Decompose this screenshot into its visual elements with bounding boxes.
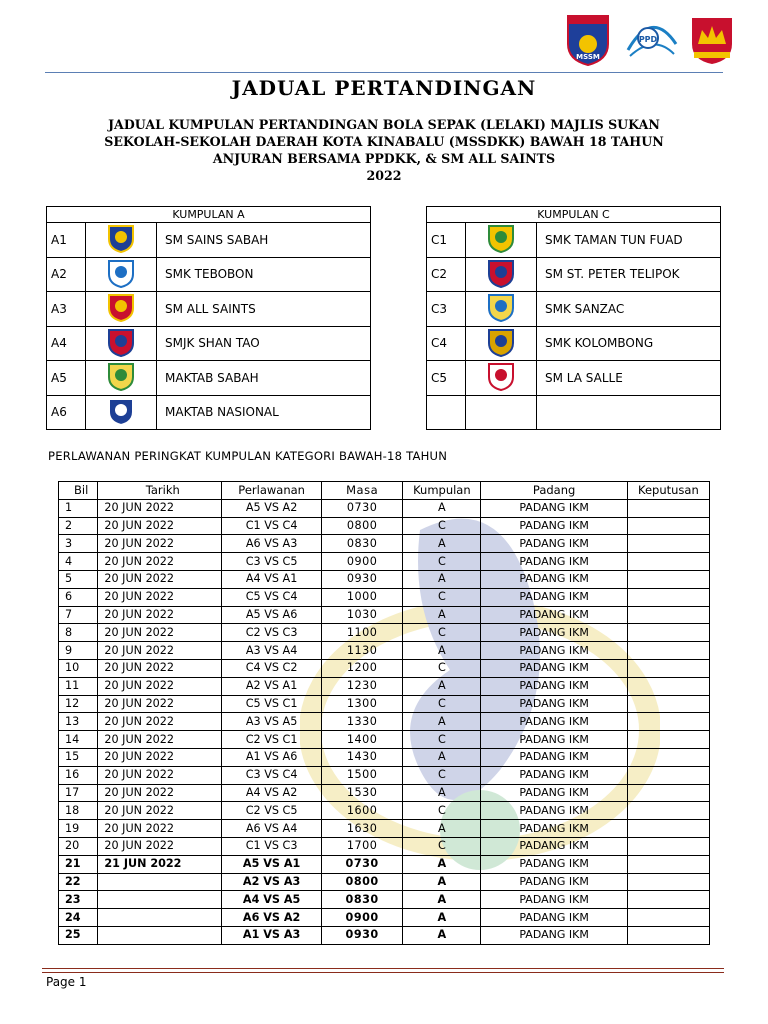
fixture-result: [627, 642, 709, 660]
fixture-time: 0900: [322, 909, 403, 927]
fixture-bil: 2: [59, 517, 98, 535]
team-code: C4: [427, 326, 466, 361]
team-code: C3: [427, 292, 466, 327]
group-row: [47, 292, 371, 327]
fixture-field: PADANG IKM: [481, 535, 627, 553]
fixture-match: C4 VS C2: [222, 659, 322, 677]
fixture-bil: 1: [59, 499, 98, 517]
fixture-match: C5 VS C1: [222, 695, 322, 713]
table-row: [59, 553, 710, 571]
subtitle-line: JADUAL KUMPULAN PERTANDINGAN BOLA SEPAK (LELAKI) MAJLIS SUKAN: [108, 117, 660, 132]
group-a-table: [46, 206, 371, 430]
team-code: A5: [47, 361, 86, 396]
fixture-match: C2 VS C1: [222, 731, 322, 749]
table-row: [59, 677, 710, 695]
table-row: [59, 588, 710, 606]
fixture-date: 20 JUN 2022: [98, 802, 222, 820]
table-row: [59, 855, 710, 873]
fixture-time: 1700: [322, 837, 403, 855]
fixture-group: A: [403, 570, 481, 588]
fixture-time: 0730: [322, 499, 403, 517]
fixture-group: A: [403, 855, 481, 873]
group-row: [427, 326, 721, 361]
table-row: [59, 713, 710, 731]
fixture-bil: 15: [59, 748, 98, 766]
fixture-group: C: [403, 588, 481, 606]
fixture-time: 0730: [322, 855, 403, 873]
sm-sains-sabah-crest: [106, 223, 136, 253]
group-c-table: [426, 206, 721, 430]
fixture-time: 0930: [322, 926, 403, 944]
fixture-result: [627, 855, 709, 873]
fixture-bil: 20: [59, 837, 98, 855]
fixture-bil: 13: [59, 713, 98, 731]
fixture-date: 20 JUN 2022: [98, 820, 222, 838]
fixture-field: PADANG IKM: [481, 766, 627, 784]
team-name: MAKTAB NASIONAL: [157, 395, 371, 430]
fixture-field: PADANG IKM: [481, 909, 627, 927]
fixture-date: 20 JUN 2022: [98, 517, 222, 535]
smk-taman-tun-fuad-crest: [486, 223, 516, 253]
fixture-match: C1 VS C4: [222, 517, 322, 535]
table-row: [59, 784, 710, 802]
sm-st-peter-telipok-crest: [486, 258, 516, 288]
fixture-time: 1400: [322, 731, 403, 749]
fixture-time: 1300: [322, 695, 403, 713]
table-row: [59, 606, 710, 624]
fixture-field: PADANG IKM: [481, 517, 627, 535]
fixture-match: A5 VS A6: [222, 606, 322, 624]
team-crest: [86, 395, 157, 430]
table-row: [59, 642, 710, 660]
fixture-bil: 24: [59, 909, 98, 927]
sm-la-salle-crest: [486, 361, 516, 391]
maktab-sabah-crest: [106, 361, 136, 391]
team-crest: [466, 361, 537, 396]
fixture-date: 20 JUN 2022: [98, 784, 222, 802]
team-code: C1: [427, 223, 466, 258]
svg-text:MSSM: MSSM: [576, 53, 600, 61]
team-crest: [86, 326, 157, 361]
fixture-result: [627, 588, 709, 606]
group-row: [427, 361, 721, 396]
fixture-result: [627, 731, 709, 749]
group-row: [47, 395, 371, 430]
table-row: [59, 570, 710, 588]
fixture-field: PADANG IKM: [481, 642, 627, 660]
fixture-group: C: [403, 695, 481, 713]
table-row: [59, 766, 710, 784]
fixture-group: A: [403, 606, 481, 624]
fixture-date: 20 JUN 2022: [98, 677, 222, 695]
fixture-date: [98, 873, 222, 891]
col-header-tarikh: Tarikh: [98, 482, 222, 500]
fixture-group: A: [403, 677, 481, 695]
fixture-result: [627, 570, 709, 588]
fixture-bil: 21: [59, 855, 98, 873]
fixture-group: C: [403, 553, 481, 571]
fixture-date: 20 JUN 2022: [98, 766, 222, 784]
fixture-result: [627, 766, 709, 784]
ppd-logo: [624, 14, 680, 68]
fixture-group: A: [403, 499, 481, 517]
fixture-date: 20 JUN 2022: [98, 606, 222, 624]
team-name: SM ALL SAINTS: [157, 292, 371, 327]
fixture-field: PADANG IKM: [481, 695, 627, 713]
group-row: [47, 326, 371, 361]
fixture-bil: 18: [59, 802, 98, 820]
team-crest: [86, 223, 157, 258]
group-row: [427, 223, 721, 258]
fixture-group: A: [403, 873, 481, 891]
fixture-date: [98, 891, 222, 909]
fixture-time: 0830: [322, 891, 403, 909]
fixture-bil: 23: [59, 891, 98, 909]
fixture-match: A4 VS A5: [222, 891, 322, 909]
team-crest: [86, 257, 157, 292]
table-row: [59, 891, 710, 909]
fixture-match: C2 VS C5: [222, 802, 322, 820]
fixture-date: 20 JUN 2022: [98, 659, 222, 677]
col-header-kumpulan: Kumpulan: [403, 482, 481, 500]
fixture-date: [98, 926, 222, 944]
team-code: A4: [47, 326, 86, 361]
subtitle-line: ANJURAN BERSAMA PPDKK, & SM ALL SAINTS: [212, 151, 556, 166]
fixture-group: C: [403, 837, 481, 855]
sm-all-saints-logo: [688, 14, 736, 66]
fixture-field: PADANG IKM: [481, 677, 627, 695]
fixture-date: 20 JUN 2022: [98, 570, 222, 588]
table-row: [59, 695, 710, 713]
fixture-field: PADANG IKM: [481, 837, 627, 855]
fixture-group: A: [403, 784, 481, 802]
fixture-result: [627, 926, 709, 944]
team-name: SMK SANZAC: [537, 292, 721, 327]
fixture-match: A4 VS A1: [222, 570, 322, 588]
fixture-time: 1430: [322, 748, 403, 766]
table-row: [59, 624, 710, 642]
team-name: SMK TAMAN TUN FUAD: [537, 223, 721, 258]
fixture-date: 20 JUN 2022: [98, 535, 222, 553]
fixture-group: C: [403, 766, 481, 784]
fixture-time: 0930: [322, 570, 403, 588]
team-name: [537, 395, 721, 430]
fixture-field: PADANG IKM: [481, 588, 627, 606]
table-row: [59, 499, 710, 517]
smk-kolombong-crest: [486, 327, 516, 357]
smjk-shan-tao-crest: [106, 327, 136, 357]
fixture-bil: 25: [59, 926, 98, 944]
fixture-bil: 7: [59, 606, 98, 624]
fixture-field: PADANG IKM: [481, 784, 627, 802]
fixture-match: A2 VS A1: [222, 677, 322, 695]
page-number: Page 1: [46, 975, 87, 989]
team-name: SMK KOLOMBONG: [537, 326, 721, 361]
fixture-bil: 4: [59, 553, 98, 571]
fixture-result: [627, 695, 709, 713]
fixture-match: C1 VS C3: [222, 837, 322, 855]
fixture-bil: 12: [59, 695, 98, 713]
fixture-result: [627, 517, 709, 535]
team-name: SM ST. PETER TELIPOK: [537, 257, 721, 292]
fixture-date: 20 JUN 2022: [98, 731, 222, 749]
team-name: SMK TEBOBON: [157, 257, 371, 292]
subtitle-line: 2022: [366, 168, 402, 183]
maktab-nasional-crest: [106, 396, 136, 426]
table-row: [59, 837, 710, 855]
team-crest: [86, 361, 157, 396]
fixture-match: A6 VS A3: [222, 535, 322, 553]
fixture-result: [627, 624, 709, 642]
col-header-masa: Masa: [322, 482, 403, 500]
fixture-field: PADANG IKM: [481, 713, 627, 731]
fixture-group: A: [403, 909, 481, 927]
fixture-bil: 3: [59, 535, 98, 553]
fixture-time: 1030: [322, 606, 403, 624]
sm-all-saints-crest: [106, 292, 136, 322]
fixture-result: [627, 820, 709, 838]
fixture-time: 1230: [322, 677, 403, 695]
team-name: SMJK SHAN TAO: [157, 326, 371, 361]
fixture-match: C3 VS C5: [222, 553, 322, 571]
team-code: [427, 395, 466, 430]
fixture-group: A: [403, 748, 481, 766]
fixture-group: C: [403, 731, 481, 749]
fixture-match: C3 VS C4: [222, 766, 322, 784]
team-crest: [86, 292, 157, 327]
table-row: [59, 820, 710, 838]
fixture-group: C: [403, 659, 481, 677]
fixture-time: 0800: [322, 873, 403, 891]
fixture-result: [627, 891, 709, 909]
subtitle: [0, 116, 768, 184]
section-title: PERLAWANAN PERINGKAT KUMPULAN KATEGORI BAWAH-18 TAHUN: [48, 449, 448, 463]
fixture-result: [627, 553, 709, 571]
fixture-date: [98, 909, 222, 927]
table-row: [59, 659, 710, 677]
team-crest: [466, 395, 537, 430]
fixture-bil: 16: [59, 766, 98, 784]
fixture-bil: 14: [59, 731, 98, 749]
fixture-date: 20 JUN 2022: [98, 588, 222, 606]
fixture-result: [627, 713, 709, 731]
table-row: [59, 926, 710, 944]
fixture-field: PADANG IKM: [481, 553, 627, 571]
fixture-result: [627, 784, 709, 802]
team-code: C5: [427, 361, 466, 396]
page-title: JADUAL PERTANDINGAN: [231, 76, 537, 100]
fixture-result: [627, 748, 709, 766]
header-logos: [566, 14, 736, 70]
fixture-match: A5 VS A1: [222, 855, 322, 873]
fixture-match: A1 VS A3: [222, 926, 322, 944]
group-row: [47, 361, 371, 396]
smk-sanzac-crest: [486, 292, 516, 322]
fixture-date: 20 JUN 2022: [98, 642, 222, 660]
fixture-field: PADANG IKM: [481, 499, 627, 517]
fixture-time: 0900: [322, 553, 403, 571]
smk-tebobon-crest: [106, 258, 136, 288]
fixture-bil: 19: [59, 820, 98, 838]
fixture-bil: 11: [59, 677, 98, 695]
fixture-match: A3 VS A5: [222, 713, 322, 731]
fixture-date: 20 JUN 2022: [98, 837, 222, 855]
fixture-match: C2 VS C3: [222, 624, 322, 642]
fixture-time: 1000: [322, 588, 403, 606]
fixture-group: A: [403, 642, 481, 660]
fixture-time: 0830: [322, 535, 403, 553]
group-row: [47, 223, 371, 258]
group-c-title: KUMPULAN C: [427, 207, 721, 223]
table-row: [59, 731, 710, 749]
fixture-bil: 5: [59, 570, 98, 588]
fixture-field: PADANG IKM: [481, 855, 627, 873]
subtitle-line: SEKOLAH-SEKOLAH DAERAH KOTA KINABALU (MSSDKK) BAWAH 18 TAHUN: [104, 134, 664, 149]
fixture-match: A6 VS A2: [222, 909, 322, 927]
fixtures-table: [58, 481, 710, 945]
header-rule: [45, 72, 723, 73]
fixture-time: 0800: [322, 517, 403, 535]
fixture-field: PADANG IKM: [481, 802, 627, 820]
fixture-result: [627, 909, 709, 927]
fixture-result: [627, 837, 709, 855]
fixture-field: PADANG IKM: [481, 659, 627, 677]
mssm-logo: [566, 14, 610, 66]
fixture-group: C: [403, 624, 481, 642]
fixture-field: PADANG IKM: [481, 606, 627, 624]
footer-rule: [42, 968, 724, 973]
team-code: A1: [47, 223, 86, 258]
fixture-bil: 8: [59, 624, 98, 642]
team-code: A2: [47, 257, 86, 292]
fixture-group: A: [403, 926, 481, 944]
table-row: [59, 802, 710, 820]
fixture-match: A1 VS A6: [222, 748, 322, 766]
fixture-field: PADANG IKM: [481, 926, 627, 944]
fixture-match: A5 VS A2: [222, 499, 322, 517]
fixture-date: 20 JUN 2022: [98, 553, 222, 571]
fixture-date: 20 JUN 2022: [98, 713, 222, 731]
fixture-group: A: [403, 535, 481, 553]
fixture-result: [627, 499, 709, 517]
team-name: SM LA SALLE: [537, 361, 721, 396]
fixture-bil: 22: [59, 873, 98, 891]
col-header-keputusan: Keputusan: [627, 482, 709, 500]
fixture-match: C5 VS C4: [222, 588, 322, 606]
fixture-match: A2 VS A3: [222, 873, 322, 891]
col-header-perlawanan: Perlawanan: [222, 482, 322, 500]
table-row: [59, 535, 710, 553]
table-row: [59, 517, 710, 535]
team-crest: [466, 223, 537, 258]
fixture-time: 1630: [322, 820, 403, 838]
group-row: [427, 292, 721, 327]
fixture-result: [627, 677, 709, 695]
fixture-result: [627, 535, 709, 553]
fixture-time: 1130: [322, 642, 403, 660]
fixture-result: [627, 873, 709, 891]
fixture-result: [627, 606, 709, 624]
fixture-match: A6 VS A4: [222, 820, 322, 838]
fixture-date: 20 JUN 2022: [98, 695, 222, 713]
team-crest: [466, 257, 537, 292]
group-row: [47, 257, 371, 292]
fixture-bil: 9: [59, 642, 98, 660]
fixture-bil: 17: [59, 784, 98, 802]
fixture-group: A: [403, 713, 481, 731]
fixture-time: 1200: [322, 659, 403, 677]
group-row: [427, 257, 721, 292]
team-code: A3: [47, 292, 86, 327]
team-crest: [466, 292, 537, 327]
svg-text:PPD: PPD: [638, 35, 658, 44]
fixture-date: 20 JUN 2022: [98, 499, 222, 517]
group-row: [427, 395, 721, 430]
fixture-field: PADANG IKM: [481, 731, 627, 749]
fixture-group: C: [403, 802, 481, 820]
col-header-padang: Padang: [481, 482, 627, 500]
fixture-date: 20 JUN 2022: [98, 748, 222, 766]
fixture-field: PADANG IKM: [481, 820, 627, 838]
fixture-field: PADANG IKM: [481, 570, 627, 588]
fixture-time: 1100: [322, 624, 403, 642]
table-row: [59, 909, 710, 927]
fixture-field: PADANG IKM: [481, 748, 627, 766]
fixture-time: 1530: [322, 784, 403, 802]
table-row: [59, 873, 710, 891]
fixture-group: A: [403, 820, 481, 838]
fixture-result: [627, 802, 709, 820]
team-code: A6: [47, 395, 86, 430]
fixture-date: 21 JUN 2022: [98, 855, 222, 873]
fixture-date: 20 JUN 2022: [98, 624, 222, 642]
fixture-time: 1500: [322, 766, 403, 784]
fixture-result: [627, 659, 709, 677]
team-crest: [466, 326, 537, 361]
fixture-bil: 10: [59, 659, 98, 677]
col-header-bil: Bil: [59, 482, 98, 500]
team-name: MAKTAB SABAH: [157, 361, 371, 396]
fixture-field: PADANG IKM: [481, 891, 627, 909]
team-code: C2: [427, 257, 466, 292]
fixture-match: A4 VS A2: [222, 784, 322, 802]
fixture-match: A3 VS A4: [222, 642, 322, 660]
fixture-field: PADANG IKM: [481, 624, 627, 642]
fixture-time: 1330: [322, 713, 403, 731]
fixture-bil: 6: [59, 588, 98, 606]
team-name: SM SAINS SABAH: [157, 223, 371, 258]
table-row: [59, 748, 710, 766]
fixture-time: 1600: [322, 802, 403, 820]
fixture-field: PADANG IKM: [481, 873, 627, 891]
fixture-group: C: [403, 517, 481, 535]
fixture-group: A: [403, 891, 481, 909]
group-a-title: KUMPULAN A: [47, 207, 371, 223]
